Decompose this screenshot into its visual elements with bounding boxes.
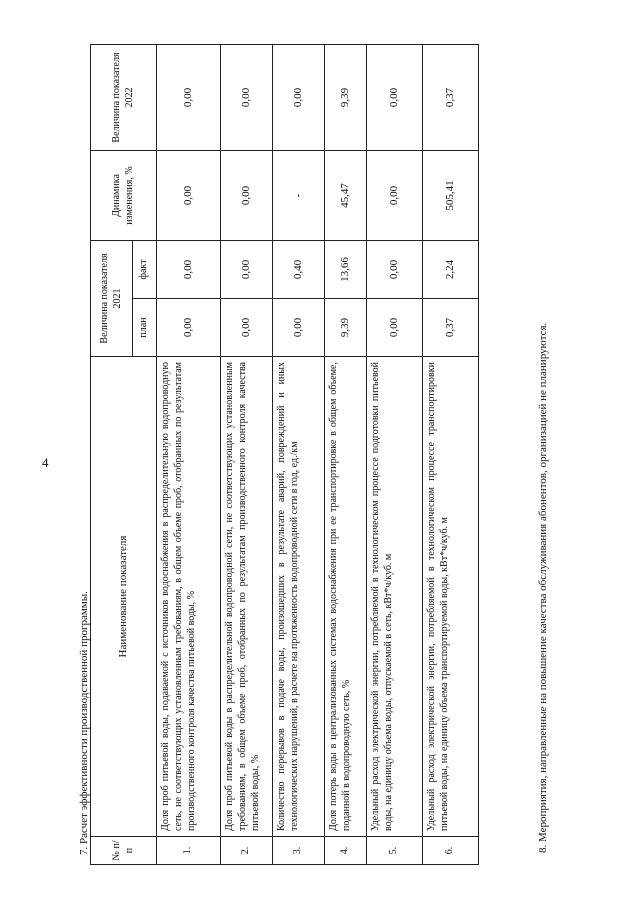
table-row <box>273 45 325 865</box>
table-row <box>367 45 423 865</box>
header-fact: факт <box>133 241 157 299</box>
table-header-row <box>91 45 133 865</box>
row-value-2022: 0,00 <box>221 45 273 151</box>
row-fact: 0,00 <box>157 241 221 299</box>
row-num: 2. <box>221 837 273 865</box>
row-name: Количество перерывов в подаче воды, произошедших в результате аварий, повреждений и иных технологических нарушений, в расчете на протяженность водопроводной сети в год, ед./км <box>273 357 325 837</box>
row-fact: 0,40 <box>273 241 325 299</box>
row-value-2022: 9,39 <box>325 45 367 151</box>
row-plan: 0,00 <box>221 299 273 357</box>
row-dynamics: 0,00 <box>221 151 273 241</box>
section-7-heading: 7. Расчет эффективности производственной программы. <box>78 591 90 855</box>
row-num: 1. <box>157 837 221 865</box>
row-dynamics: 505,41 <box>423 151 479 241</box>
row-num: 4. <box>325 837 367 865</box>
row-num: 5. <box>367 837 423 865</box>
row-fact: 2,24 <box>423 241 479 299</box>
header-num: № п/п <box>91 837 157 865</box>
row-plan: 9,39 <box>325 299 367 357</box>
header-dynamics: Динамика изменения, % <box>91 151 157 241</box>
table-row <box>325 45 367 865</box>
row-name: Доля потерь воды в централизованных системах водоснабжения при ее транспортировке в общем объеме, поданной в водопроводную сеть, % <box>325 357 367 837</box>
row-dynamics: - <box>273 151 325 241</box>
row-value-2022: 0,37 <box>423 45 479 151</box>
row-name: Удельный расход электрической энергии, потребляемой в технологическом процессе транспортировки питьевой воды, на единицу объема транспортируемой воды, кВт*ч/куб. м <box>423 357 479 837</box>
header-plan: план <box>133 299 157 357</box>
row-value-2022: 0,00 <box>273 45 325 151</box>
row-value-2022: 0,00 <box>157 45 221 151</box>
header-name: Наименование показателя <box>91 357 157 837</box>
row-name: Доля проб питьевой воды, подаваемой с источников водоснабжения в распределительную водопроводную сеть, не соответствующих установленным требованиям, в общем объеме проб, отобранных по результатам производственного контроля качества питьевой воды, % <box>157 357 221 837</box>
row-num: 6. <box>423 837 479 865</box>
efficiency-table <box>90 44 479 865</box>
table-row <box>157 45 221 865</box>
row-num: 3. <box>273 837 325 865</box>
row-dynamics: 0,00 <box>367 151 423 241</box>
row-plan: 0,00 <box>367 299 423 357</box>
header-value-2022: Величина показателя 2022 <box>91 45 157 151</box>
row-dynamics: 0,00 <box>157 151 221 241</box>
page-number: 4 <box>42 455 49 470</box>
table-row <box>423 45 479 865</box>
row-value-2022: 0,00 <box>367 45 423 151</box>
row-plan: 0,00 <box>157 299 221 357</box>
row-fact: 0,00 <box>367 241 423 299</box>
row-fact: 13,66 <box>325 241 367 299</box>
row-fact: 0,00 <box>221 241 273 299</box>
table-row <box>221 45 273 865</box>
section-8-text: 8. Мероприятия, направленные на повышение качества обслуживания абонентов, организацией не планируются. <box>537 322 549 853</box>
row-dynamics: 45,47 <box>325 151 367 241</box>
row-name: Удельный расход электрической энергии, потребляемой в технологическом процессе подготовки питьевой воды, на единицу объема воды, отпускаемой в сеть, кВт*ч/куб. м <box>367 357 423 837</box>
row-plan: 0,37 <box>423 299 479 357</box>
header-value-2021: Величина показателя 2021 <box>91 241 133 357</box>
row-name: Доля проб питьевой воды в распределительной водопроводной сети, не соответствующих установленным требованиям, в общем объеме проб, отобранных по результатам производственного контроля качества питьевой воды, % <box>221 357 273 837</box>
row-plan: 0,00 <box>273 299 325 357</box>
